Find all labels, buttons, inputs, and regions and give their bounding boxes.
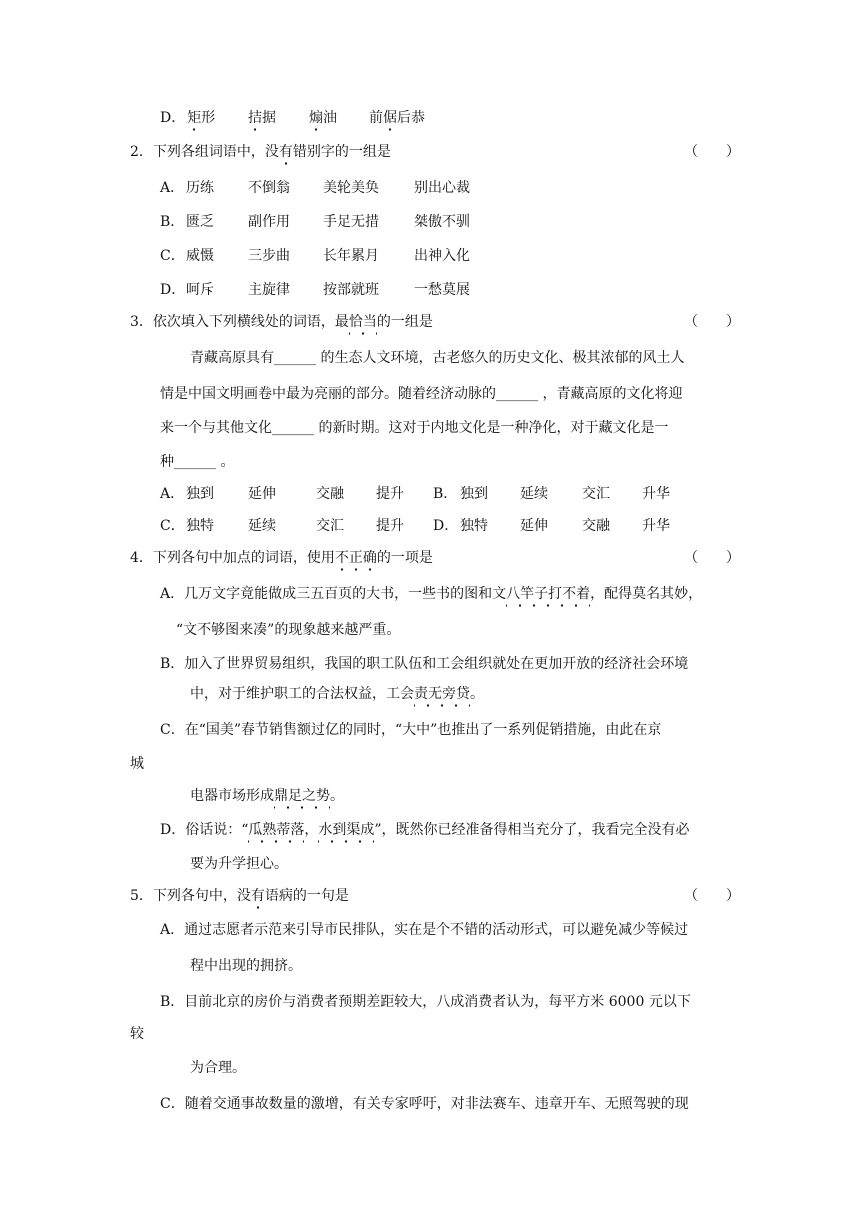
q3-stem [130, 312, 433, 332]
dotted-char: 有 [250, 888, 265, 904]
q2-option-word: 桀傲不驯 [414, 214, 470, 230]
q5-stem [130, 886, 349, 906]
q2-option-d-letter: D． [160, 282, 186, 298]
q2-option-b-letter: B． [160, 214, 185, 230]
q2-option-word: 主旋律 [248, 282, 290, 298]
q5-answer-paren: （ ） [684, 888, 740, 904]
word-part: 后恭 [397, 110, 425, 126]
q3-option-word: 延续 [520, 486, 548, 502]
stem-text: 语病的一句是 [264, 888, 349, 904]
q5-option-b-line-2: 较 [130, 1026, 144, 1042]
word-part: 形 [201, 110, 216, 126]
q3-option-word: 升华 [642, 518, 670, 534]
q2-option-word: 匮乏 [186, 214, 214, 230]
q3-option-d-letter: D． [433, 518, 459, 534]
q2-option-word: 历练 [186, 180, 214, 196]
stem-text: 的一项是 [376, 550, 433, 566]
q3-option-a-letter: A． [160, 486, 185, 502]
q2-option-word: 长年累月 [323, 248, 379, 264]
q1-d-word-4 [369, 108, 425, 128]
dotted-phrase: 责无旁贷 [414, 686, 470, 702]
q3-option-word: 提升 [376, 518, 404, 534]
q3-option-word: 独特 [460, 518, 488, 534]
dotted-char: 有 [278, 144, 293, 160]
q3-option-word: 延续 [248, 518, 276, 534]
q3-option-word: 延伸 [248, 486, 276, 502]
q4-answer-paren: （ ） [684, 550, 740, 566]
q4-option-c-line-1: C．在“国美”春节销售额过亿的同时，“大中”也推出了一系列促销措施，由此在京 [160, 722, 662, 738]
word-part: 前 [369, 110, 383, 126]
q3-option-word: 升华 [642, 486, 670, 502]
q2-option-word: 按部就班 [323, 282, 379, 298]
q5-option-b-line-3: 为合理。 [190, 1060, 246, 1076]
q3-option-word: 交融 [316, 486, 344, 502]
q3-option-word: 交融 [582, 518, 610, 534]
q3-option-word: 独到 [186, 486, 214, 502]
q1-option-d [160, 108, 215, 128]
q4-stem [130, 548, 433, 568]
option-text: 。 [470, 686, 484, 702]
q2-stem [130, 142, 391, 162]
option-text: D．俗话说：“ [160, 822, 249, 838]
option-text: ，配得莫名其妙， [590, 586, 703, 602]
q3-option-c-letter: C． [160, 518, 185, 534]
q2-option-word: 别出心裁 [414, 180, 470, 196]
q3-option-word: 交汇 [582, 486, 610, 502]
q4-option-b-line-2 [190, 684, 484, 704]
option-text: ”，既然你已经准备得相当充分了，我看完全没有必 [374, 822, 690, 838]
q4-option-a-line-2: “文不够图来凑”的现象越来越严重。 [176, 622, 401, 638]
option-text: 电器市场形成 [190, 788, 274, 804]
dotted-chars: 恰当 [348, 314, 377, 330]
q3-passage-line: 情是中国文明画卷中最为亮丽的部分。随着经济动脉的______ ，青藏高原的文化将迎 [160, 386, 683, 402]
option-text: 中，对于维护职工的合法权益，工会 [190, 686, 414, 702]
q4-option-c-line-3 [190, 786, 344, 806]
q3-passage-line: 来一个与其他文化______ 的新时期。这对于内地文化是一种净化，对于藏文化是一 [160, 420, 669, 436]
q1-d-word-3 [309, 108, 337, 128]
q4-option-d-line-1 [160, 820, 690, 840]
word-part: 据 [262, 110, 276, 126]
q2-option-c-letter: C． [160, 248, 185, 264]
q3-option-word: 提升 [376, 486, 404, 502]
dotted-char: 倨 [383, 110, 397, 126]
stem-text: 的一组是 [376, 314, 433, 330]
q3-option-word: 独到 [460, 486, 488, 502]
dotted-phrase: 八竿子打不着 [506, 586, 591, 602]
stem-text: 3．依次填入下列横线处的词语，最 [130, 314, 349, 330]
q2-answer-paren: （ ） [684, 144, 740, 160]
q3-option-word: 交汇 [316, 518, 344, 534]
dotted-phrase: 水到渠成 [318, 822, 375, 838]
q3-passage-line: 种______ 。 [160, 454, 235, 470]
q4-option-a-line-1 [160, 584, 702, 604]
q4-option-c-line-2: 城 [130, 756, 144, 772]
q2-option-word: 出神入化 [414, 248, 470, 264]
q2-option-word: 不倒翁 [248, 180, 290, 196]
dotted-char: 矩 [187, 110, 202, 126]
dotted-char: 拮 [248, 110, 262, 126]
q4-option-d-line-2: 要为升学担心。 [190, 856, 288, 872]
q2-option-word: 美轮美奂 [323, 180, 379, 196]
q2-option-word: 呵斥 [186, 282, 214, 298]
q3-passage-line: 青藏高原具有______ 的生态人文环境，古老悠久的历史文化、极其浓郁的风土人 [190, 350, 685, 366]
stem-text: 4．下列各句中加点的词语，使用 [130, 550, 335, 566]
q2-option-word: 手足无措 [323, 214, 379, 230]
q3-option-word: 延伸 [520, 518, 548, 534]
q2-option-a-letter: A． [160, 180, 185, 196]
q5-option-c-line-1: C．随着交通事故数量的激增，有关专家呼吁，对非法赛车、违章开车、无照驾驶的现 [160, 1096, 689, 1112]
q3-option-word: 独特 [186, 518, 214, 534]
q1-d-word-2 [248, 108, 276, 128]
option-text: ， [304, 822, 319, 838]
q4-option-b-line-1: B．加入了世界贸易组织，我国的职工队伍和工会组织就处在更加开放的经济社会环境 [160, 656, 689, 672]
stem-text: 错别字的一组是 [292, 144, 391, 160]
q2-option-word: 一愁莫展 [414, 282, 470, 298]
option-letter: D． [160, 110, 186, 126]
q5-option-a-line-2: 程中出现的拥挤。 [190, 958, 302, 974]
dotted-phrase: 鼎足之势 [274, 788, 330, 804]
dotted-chars: 不正确 [334, 550, 377, 566]
dotted-char: 煽 [309, 110, 323, 126]
option-text: 。 [330, 788, 344, 804]
q2-option-word: 威慑 [186, 248, 214, 264]
q3-option-b-letter: B． [433, 486, 458, 502]
q3-answer-paren: （ ） [684, 314, 740, 330]
stem-text: 5．下列各句中，没 [130, 888, 251, 904]
dotted-phrase: 瓜熟蒂落 [248, 822, 305, 838]
q5-option-a-line-1: A．通过志愿者示范来引导市民排队，实在是个不错的活动形式，可以避免减少等候过 [160, 922, 689, 938]
q2-option-word: 三步曲 [248, 248, 290, 264]
option-text: A．几万文字竟能做成三五百页的大书，一些书的图和文 [160, 586, 507, 602]
q2-option-word: 副作用 [248, 214, 290, 230]
stem-text: 2．下列各组词语中，没 [130, 144, 279, 160]
word-part: 油 [323, 110, 337, 126]
q5-option-b-line-1: B．目前北京的房价与消费者预期差距较大，八成消费者认为，每平方米 6000 元以下 [160, 994, 691, 1010]
